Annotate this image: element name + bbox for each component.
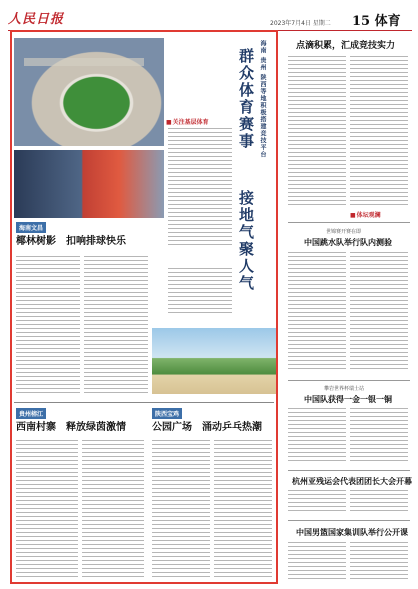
article-body-text [350,408,408,464]
sub-headline: 海南 贵州 陕西等地积极搭建竞技平台 [259,40,266,159]
article-body-text [152,440,210,578]
article-body-text [350,56,408,206]
table-tennis-photo [14,150,164,218]
column-tag: ■ 体坛观澜 [350,210,381,219]
article-headline: 杭州亚残运会代表团团长大会开幕 [292,476,412,486]
section-divider [288,380,410,381]
beach-volleyball-photo [152,328,276,394]
section-divider [288,470,410,471]
article-body-text [350,490,408,514]
article-body-text [288,490,346,514]
section-headline-guizhou: 西南村寨 释放绿茵激情 [16,422,126,433]
article-body-text [350,542,408,582]
section-headline-hainan: 椰林树影 扣响排球快乐 [16,236,126,247]
section-tab-shaanxi: 陕西宝鸡 [152,408,182,419]
article-headline: 中国男篮国家集训队举行公开课 [296,527,408,537]
article-body-text [288,56,346,206]
article-body-text [168,128,232,246]
article-kicker: 世锦赛开赛在即 [326,229,362,235]
article-headline: 中国跳水队举行队内测验 [304,237,392,247]
issue-date: 2023年7月4日 星期二 [270,20,331,27]
article-kicker: 攀岩世界杯瑞士站 [324,386,365,392]
article-headline: 中国队获得一金一银一铜 [304,394,392,404]
newspaper-logo: 人民日报 [8,12,65,27]
section-tab-guizhou: 贵州榕江 [16,408,46,419]
main-headline-1: 群众体育赛事 [237,48,255,150]
focus-tag: ■ 关注基层体育 [166,117,209,126]
article-body-text [288,408,346,464]
article-body-text [288,542,346,582]
section-divider [288,222,410,223]
article-body-text [82,440,144,578]
page-label: 15 体育 [352,14,401,29]
main-headline-2: 接地气聚人气 [237,190,255,292]
article-body-text [350,252,408,370]
article-body-text [16,440,78,578]
article-body-text [288,252,346,370]
article-body-text [214,440,272,578]
article-body-text [168,268,232,316]
article-body-text [84,256,148,396]
section-divider [14,402,274,403]
right-top-headline: 点滴积累，汇成竞技实力 [296,41,396,51]
section-headline-shaanxi: 公园广场 涌动乒乓热潮 [152,422,262,433]
section-tab-hainan: 海南文昌 [16,222,46,233]
article-body-text [16,256,80,396]
section-divider [288,520,410,521]
stadium-photo [14,38,164,146]
